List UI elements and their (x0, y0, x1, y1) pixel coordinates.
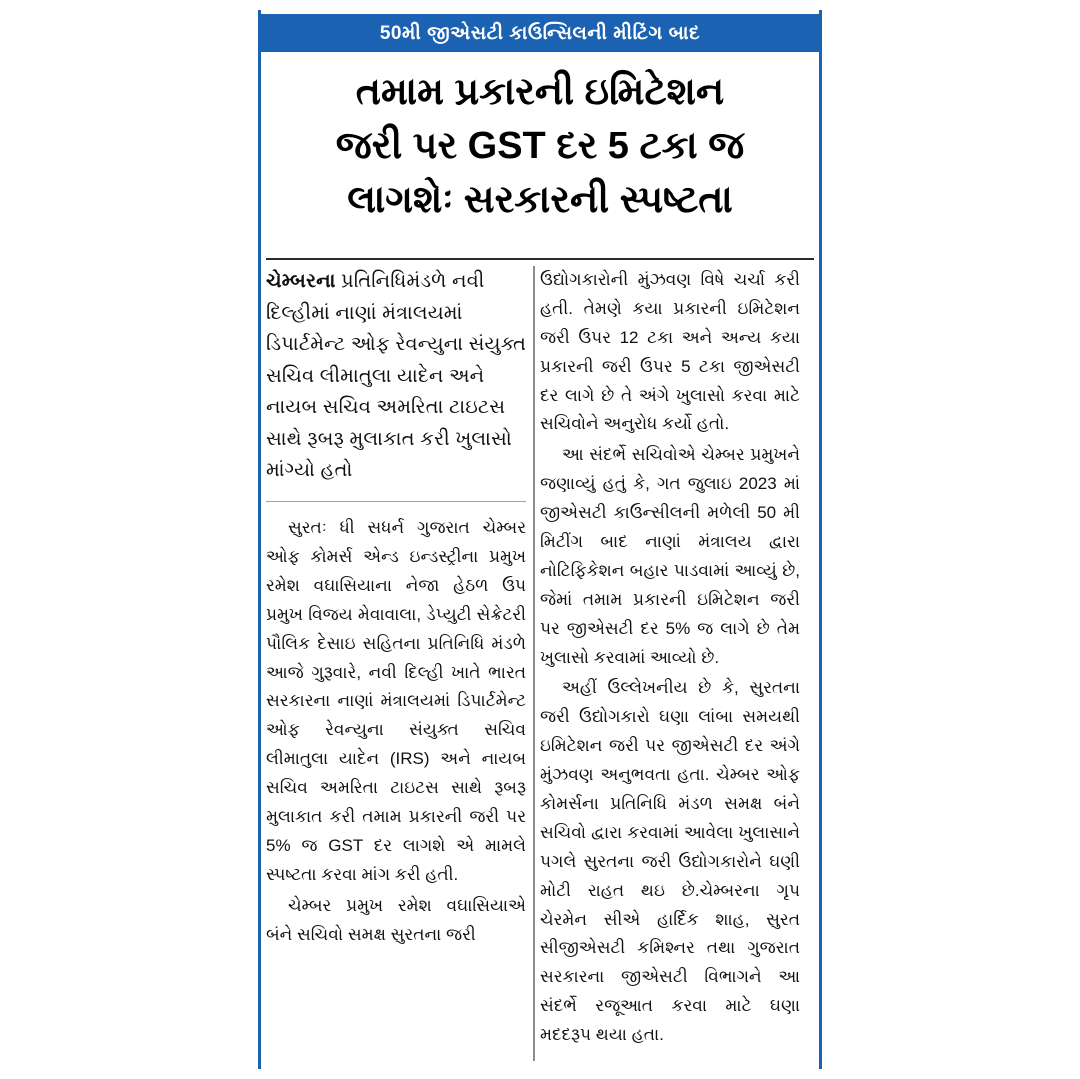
headline-line-3: લાગશેઃ સરકારની સ્પષ્ટતા (347, 178, 733, 221)
right-paragraph-1: ઉદ્યોગકારોની મુંઝવણ વિષે ચર્ચા કરી હતી. તેમણે કયા પ્રકારની ઇમિટેશન જરી ઉપર 12 ટકા અને અન્ય કયા પ્રકારની જરી ઉપર 5 ટકા જીએસટી દર લાગે છે તે અંગે ખુલાસો કરવા માટે સચિવોને અનુરોધ કર્યો હતો. (540, 270, 800, 434)
right-column (540, 266, 800, 1063)
standfirst-divider (266, 501, 526, 502)
right-paragraph-2: આ સંદર્ભે સચિવોએ ચેમ્બર પ્રમુખને જણાવ્યું હતું કે, ગત જુલાઇ 2023 માં જીએસટી કાઉન્સીલની મળેલી 50 મી મિટીંગ બાદ નાણાં મંત્રાલય દ્વારા નોટિફિકેશન બહાર પાડવામાં આવ્યું છે, જેમાં તમામ પ્રકારની ઇમિટેશન જરી પર જીએસટી દર 5% જ લાગે છે તેમ ખુલાસો કરવામાં આવ્યો છે. (540, 445, 800, 667)
left-paragraph-1: સુરતઃ ધી સધર્ન ગુજરાત ચેમ્બર ઓફ કોમર્સ એન્ડ ઇન્ડસ્ટ્રીના પ્રમુખ રમેશ વઘાસિયાના નેજા હેઠળ ઉપ પ્રમુખ વિજય મેવાવાલા, ડેપ્યુટી સેક્રેટરી પૌલિક દેસાઇ સહિતના પ્રતિનિધિ મંડળે આજે ગુરૂવારે, નવી દિલ્હી ખાતે ભારત સરકારના નાણાં મંત્રાલયમાં ડિપાર્ટમેન્ટ ઓફ રેવન્યુના સંયુક્ત સચિવ લીમાતુલા યાદેન (IRS) અને નાયબ સચિવ અમરિતા ટાઇટસ સાથે રૂબરૂ મુલાકાત કરી તમામ પ્રકારની જરી પર 5% જ GST દર લાગશે એ મામલે સ્પષ્ટતા કરવા માંગ કરી હતી. (266, 518, 526, 884)
headline-line-2: જરી પર GST દર 5 ટકા જ (335, 124, 745, 167)
standfirst-rest: પ્રતિનિધિમંડળે નવી દિલ્હીમાં નાણાં મંત્રાલયમાં ડિપાર્ટમેન્ટ ઓફ રેવન્યુના સંયુક્ત સચિવ લીમાતુલા યાદેન અને નાયબ સચિવ અમરિતા ટાઇટસ સાથે રૂબરૂ મુલાકાત કરી ખુલાસો માંગ્યો હતો (266, 270, 527, 482)
headline-divider (266, 258, 814, 260)
left-column (266, 266, 526, 1063)
left-paragraph-2: ચેમ્બર પ્રમુખ રમેશ વઘાસિયાએ બંને સચિવો સમક્ષ સુરતના જરી (266, 895, 526, 944)
headline-line-1: તમામ પ્રકારની ઇમિટેશન (355, 71, 725, 113)
kicker-text: 50મી જીએસટી કાઉન્સિલની મીટિંગ બાદ (379, 22, 701, 44)
kicker-banner (258, 14, 822, 52)
body-columns (266, 266, 814, 1063)
standfirst-lead: ચેમ્બરના (266, 270, 336, 292)
standfirst-paragraph (266, 266, 526, 487)
right-paragraph-3: અહીં ઉલ્લેખનીય છે કે, સુરતના જરી ઉદ્યોગકારો ઘણા લાંબા સમયથી ઇમિટેશન જરી પર જીએસટી દર અંગે મુંઝવણ અનુભવતા હતા. ચેમ્બર ઓફ કોમર્સના પ્રતિનિધિ મંડળ સમક્ષ બંને સચિવો દ્વારા કરવામાં આવેલા ખુલાસાને પગલે સુરતના જરી ઉદ્યોગકારોને ઘણી મોટી રાહત થઇ છે.ચેમ્બરના ગૃપ ચેરમેન સીએ હાર્દિક શાહ, સુરત સીજીએસટી કમિશ્નર તથા ગુજરાત સરકારના જીએસટી વિભાગને આ સંદર્ભે રજૂઆત કરવા માટે ઘણા મદદરૂપ થયા હતા. (540, 678, 800, 1045)
headline (266, 66, 814, 228)
